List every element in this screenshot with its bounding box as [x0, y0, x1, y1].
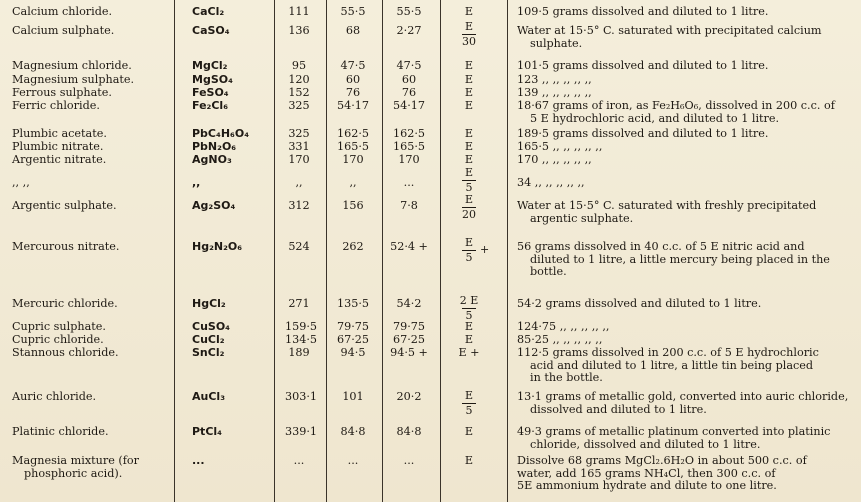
equivalent-weight: 262: [342, 240, 364, 253]
molecular-weight: ...: [293, 454, 305, 467]
preparation-directions: 123 ,, ,, ,, ,, ,,: [517, 73, 592, 86]
chemical-formula: Hg₂N₂O₆: [192, 240, 243, 253]
directions-line: [0, 371, 861, 384]
directions-line: [0, 5, 861, 18]
preparation-directions: 13·1 grams of metallic gold, converted into auric chloride,: [517, 390, 849, 403]
equivalent-weight: 165·5: [336, 140, 370, 153]
reagent-name: Calcium chloride.: [12, 5, 113, 18]
preparation-directions: sulphate.: [530, 36, 583, 50]
directions-line: [0, 153, 861, 166]
reagent-name: Stannous chloride.: [12, 346, 119, 359]
molecular-weight: 325: [288, 99, 310, 112]
directions-line: [0, 127, 861, 140]
preparation-directions: 49·3 grams of metallic platinum converted into platinic: [517, 425, 831, 438]
molecular-weight: 312: [288, 199, 310, 212]
directions-line: [0, 403, 861, 416]
fraction-numerator: 2 E: [459, 294, 479, 307]
equivalent-weight: 55·5: [340, 5, 366, 18]
fraction-denominator: 5: [465, 404, 473, 417]
molecular-weight: ,,: [295, 176, 303, 189]
preparation-directions: 85·25 ,, ,, ,, ,, ,,: [517, 333, 603, 346]
reagent-name: Cupric chloride.: [12, 333, 104, 346]
directions-line: [0, 346, 861, 359]
preparation-directions: 18·67 grams of iron, as Fe₂H₆O₆, dissolved in 200 c.c. of: [517, 99, 835, 112]
preparation-directions: 124·75 ,, ,, ,, ,, ,,: [517, 320, 610, 333]
grams-per-litre: 165·5: [392, 140, 426, 153]
solution-strength: E +: [458, 346, 480, 359]
directions-line: [0, 199, 861, 212]
chemical-formula: PbN₂O₆: [192, 140, 237, 153]
preparation-directions: bottle.: [530, 265, 567, 278]
directions-line: [0, 73, 861, 86]
equivalent-weight: 101: [342, 390, 364, 403]
molecular-weight: 170: [288, 153, 310, 166]
directions-line: [0, 359, 861, 372]
reagent-name: Argentic nitrate.: [12, 153, 107, 166]
preparation-directions: acid and diluted to 1 litre, a little tin being placed: [530, 358, 814, 372]
solution-strength: E: [464, 333, 474, 346]
preparation-directions: 109·5 grams dissolved and diluted to 1 litre.: [517, 5, 769, 18]
equivalent-weight: 79·75: [336, 320, 370, 333]
preparation-directions: 5 E hydrochloric acid, and diluted to 1 litre.: [530, 111, 780, 125]
reagent-name: Mercuric chloride.: [12, 297, 118, 310]
preparation-directions: 170 ,, ,, ,, ,, ,,: [517, 153, 592, 166]
equivalent-weight: ...: [347, 454, 359, 467]
directions-line: [0, 425, 861, 438]
fraction-denominator: 30: [462, 35, 476, 48]
fraction-numerator: E: [464, 166, 474, 179]
equivalent-weight: ,,: [349, 176, 357, 189]
chemical-formula: SnCl₂: [192, 346, 225, 359]
equivalent-weight: 135·5: [336, 297, 370, 310]
reagent-name: Magnesium sulphate.: [12, 73, 135, 86]
solution-strength: E: [464, 127, 474, 140]
reagent-name: Cupric sulphate.: [12, 320, 106, 333]
solution-strength: E: [464, 59, 474, 72]
directions-line: [0, 467, 861, 480]
molecular-weight: 120: [288, 73, 310, 86]
chemical-formula: CuCl₂: [192, 333, 225, 346]
preparation-directions: chloride, dissolved and diluted to 1 litre.: [530, 437, 761, 451]
chemical-formula: ...: [192, 454, 205, 467]
grams-per-litre: ...: [403, 454, 415, 467]
grams-per-litre: 60: [401, 73, 417, 86]
molecular-weight: 331: [288, 140, 310, 153]
reagent-name: phosphoric acid).: [24, 466, 123, 480]
solution-strength: E: [464, 140, 474, 153]
reagent-name: Magnesia mixture (for: [12, 454, 139, 467]
molecular-weight: 189: [288, 346, 310, 359]
chemical-formula: Ag₂SO₄: [192, 199, 236, 212]
reagent-name: Ferrous sulphate.: [12, 86, 112, 99]
fraction-denominator: 5: [465, 309, 473, 322]
directions-line: [0, 438, 861, 451]
reagent-name: Plumbic acetate.: [12, 127, 107, 140]
chemical-formula: MgSO₄: [192, 73, 233, 86]
reagent-name: Argentic sulphate.: [12, 199, 117, 212]
directions-line: [0, 454, 861, 467]
reagent-name: ,, ,,: [12, 176, 30, 189]
directions-line: [0, 212, 861, 225]
molecular-weight: 524: [288, 240, 310, 253]
reagent-name: Mercurous nitrate.: [12, 240, 120, 253]
reagent-name: Platinic chloride.: [12, 425, 109, 438]
preparation-directions: Water at 15·5° C. saturated with precipitated calcium: [517, 24, 822, 37]
preparation-directions: 139 ,, ,, ,, ,, ,,: [517, 86, 592, 99]
preparation-directions: 54·2 grams dissolved and diluted to 1 litre.: [517, 297, 762, 310]
molecular-weight: 325: [288, 127, 310, 140]
directions-line: [0, 37, 861, 50]
molecular-weight: 134·5: [285, 333, 318, 346]
preparation-directions: 165·5 ,, ,, ,, ,, ,,: [517, 140, 603, 153]
chemical-formula: Fe₂Cl₆: [192, 99, 229, 112]
chemical-formula: FeSO₄: [192, 86, 229, 99]
chemical-formula: CaSO₄: [192, 24, 230, 37]
solution-strength: E: [464, 425, 474, 438]
fraction-denominator: 20: [462, 208, 476, 221]
grams-per-litre: 52·4 +: [390, 240, 428, 253]
directions-line: [0, 112, 861, 125]
grams-per-litre: 170: [398, 153, 420, 166]
preparation-directions: 112·5 grams dissolved in 200 c.c. of 5 E hydrochloric: [517, 346, 819, 359]
equivalent-weight: 60: [345, 73, 361, 86]
chemical-formula: CaCl₂: [192, 5, 225, 18]
molecular-weight: 303·1: [285, 390, 318, 403]
chemical-formula: CuSO₄: [192, 320, 230, 333]
preparation-directions: in the bottle.: [530, 371, 603, 384]
directions-line: [0, 140, 861, 153]
chemical-formula: ,,: [192, 176, 201, 189]
grams-per-litre: 94·5 +: [390, 346, 428, 359]
solution-strength: E: [464, 86, 474, 99]
reagent-name: Ferric chloride.: [12, 99, 100, 112]
directions-line: [0, 297, 861, 310]
preparation-directions: argentic sulphate.: [530, 211, 634, 225]
molecular-weight: 136: [288, 24, 310, 37]
chemical-formula: PtCl₄: [192, 425, 222, 438]
directions-line: [0, 59, 861, 72]
solution-strength: E: [464, 320, 474, 333]
preparation-directions: 189·5 grams dissolved and diluted to 1 litre.: [517, 127, 769, 140]
preparation-directions: Dissolve 68 grams MgCl₂.6H₂O in about 500 c.c. of: [517, 454, 807, 467]
preparation-directions: diluted to 1 litre, a little mercury being placed in the: [530, 252, 830, 266]
molecular-weight: 159·5: [285, 320, 318, 333]
preparation-directions: 101·5 grams dissolved and diluted to 1 litre.: [517, 59, 769, 72]
grams-per-litre: 162·5: [392, 127, 426, 140]
molecular-weight: 339·1: [285, 425, 318, 438]
grams-per-litre: 54·2: [396, 297, 422, 310]
directions-line: [0, 333, 861, 346]
fraction-numerator: E: [464, 20, 474, 33]
directions-line: [0, 390, 861, 403]
directions-line: [0, 265, 861, 278]
chemical-formula: AgNO₃: [192, 153, 232, 166]
equivalent-weight: 162·5: [336, 127, 370, 140]
molecular-weight: 95: [291, 59, 307, 72]
preparation-directions: Water at 15·5° C. saturated with freshly precipitated: [517, 199, 817, 212]
grams-per-litre: 79·75: [392, 320, 426, 333]
directions-line: [0, 320, 861, 333]
equivalent-weight: 94·5: [340, 346, 366, 359]
grams-per-litre: 67·25: [392, 333, 426, 346]
molecular-weight: 111: [288, 5, 310, 18]
fraction-denominator: 5: [465, 181, 473, 194]
grams-per-litre: 76: [401, 86, 417, 99]
equivalent-weight: 67·25: [336, 333, 370, 346]
grams-per-litre: 55·5: [396, 5, 422, 18]
chemical-formula: PbC₄H₆O₄: [192, 127, 250, 140]
directions-line: [0, 176, 861, 189]
solution-strength: E: [464, 5, 474, 18]
equivalent-weight: 170: [342, 153, 364, 166]
solution-strength: E: [464, 73, 474, 86]
reagent-name: Plumbic nitrate.: [12, 140, 104, 153]
solution-strength: E: [464, 99, 474, 112]
directions-line: [0, 253, 861, 266]
equivalent-weight: 84·8: [340, 425, 366, 438]
preparation-directions: 56 grams dissolved in 40 c.c. of 5 E nitric acid and: [517, 240, 805, 253]
equivalent-weight: 47·5: [340, 59, 366, 72]
solution-strength: E: [464, 454, 474, 467]
chemical-formula: MgCl₂: [192, 59, 228, 72]
grams-per-litre: 47·5: [396, 59, 422, 72]
equivalent-weight: 156: [342, 199, 364, 212]
directions-line: [0, 240, 861, 253]
fraction-numerator: E: [464, 389, 474, 402]
preparation-directions: 34 ,, ,, ,, ,, ,,: [517, 176, 585, 189]
grams-per-litre: 7·8: [400, 199, 418, 212]
chemical-formula: AuCl₃: [192, 390, 226, 403]
grams-per-litre: 2·27: [396, 24, 422, 37]
equivalent-weight: 54·17: [336, 99, 370, 112]
preparation-directions: 5E ammonium hydrate and dilute to one litre.: [517, 479, 777, 492]
equivalent-weight: 68: [345, 24, 361, 37]
chemical-formula: HgCl₂: [192, 297, 226, 310]
molecular-weight: 152: [288, 86, 310, 99]
fraction-numerator: E: [464, 193, 474, 206]
directions-line: [0, 86, 861, 99]
reagent-name: Magnesium chloride.: [12, 59, 132, 72]
grams-per-litre: 20·2: [396, 390, 422, 403]
grams-per-litre: ...: [403, 176, 415, 189]
fraction-denominator: 5: [465, 251, 473, 264]
fraction-numerator: E: [464, 236, 474, 249]
grams-per-litre: 54·17: [392, 99, 426, 112]
equivalent-weight: 76: [345, 86, 361, 99]
directions-line: [0, 479, 861, 492]
reagent-name: Calcium sulphate.: [12, 24, 115, 37]
preparation-directions: dissolved and diluted to 1 litre.: [530, 402, 707, 416]
molecular-weight: 271: [288, 297, 310, 310]
grams-per-litre: 84·8: [396, 425, 422, 438]
preparation-directions: water, add 165 grams NH₄Cl, then 300 c.c. of: [517, 466, 776, 480]
directions-line: [0, 99, 861, 112]
fraction-suffix: +: [480, 243, 490, 256]
solution-strength: E: [464, 153, 474, 166]
directions-line: [0, 24, 861, 37]
reagent-name: Auric chloride.: [12, 390, 97, 403]
